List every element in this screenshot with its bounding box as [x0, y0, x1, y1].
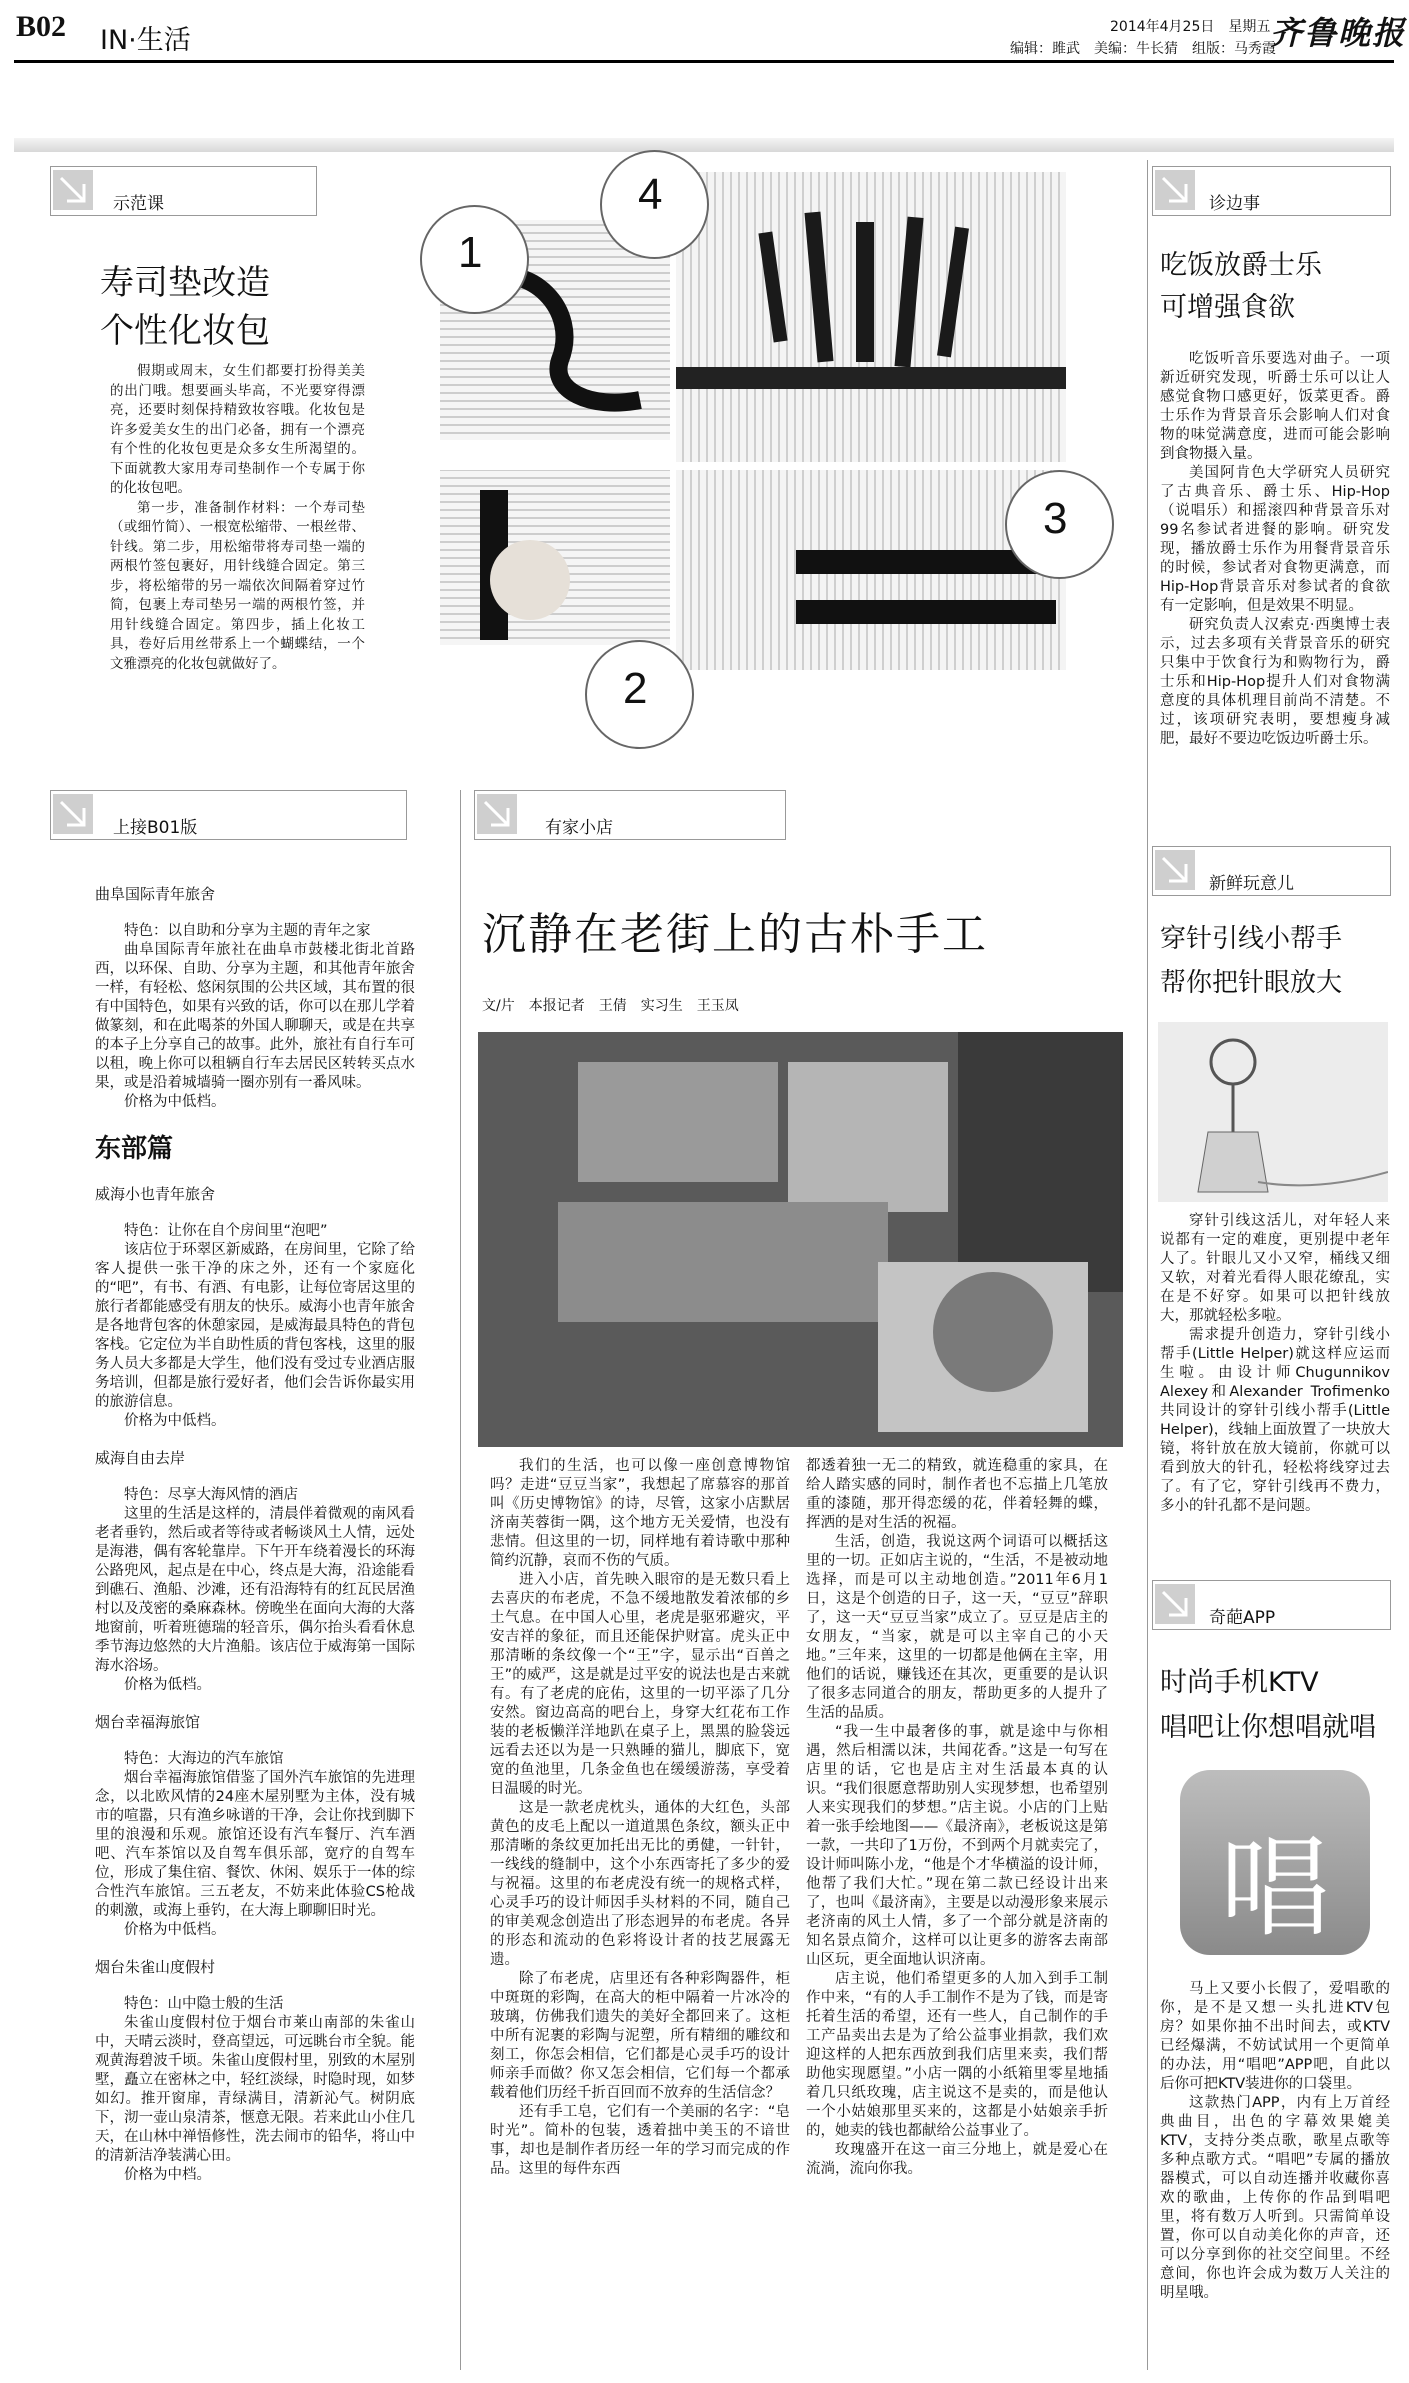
right-column-rule	[1147, 160, 1148, 2370]
entry	[95, 1449, 415, 1695]
paragraph: 除了布老虎，店里还有各种彩陶器件，柜中斑斑的彩陶，在高大的柜中隔着一片冰冷的玻璃，仿佛我们遗失的美好全都回来了。这柜中所有泥裹的彩陶与泥塑，所有精细的雕纹和刻工，你怎会相信，它们都是心灵手巧的设计师亲手而做？你又怎会相信，它们每一个都承载着他们历经千折百回而不放弃的生活信念？	[490, 1971, 790, 2101]
entry-price: 价格为中低档。	[124, 1413, 226, 1429]
side3-title-line1: 时尚手机KTV	[1160, 1667, 1319, 1698]
editors-line: 编辑：雎武 美编：牛长猜 组版：马秀霞	[1010, 41, 1276, 57]
photo-brushes-on-mat	[676, 172, 1066, 462]
entry	[95, 1185, 415, 1431]
side2-body	[1160, 1212, 1390, 1516]
entry-body: 朱雀山度假村位于烟台市莱山南部的朱雀山中，天晴云淡时，登高望远，可远眺台市全貌。能观黄海碧波千顷。朱雀山度假村里，别致的木屋别墅，矗立在密林之中，轻红淡绿，时隐时现，如梦如幻。推开窗扉，青绿满目，清新沁气。树阴底下，沏一壶山泉清茶，惬意无限。若来此山小住几天，在山林中禅悟修性，洗去闹市的铅华，将山中的清新洁净装满心田。	[95, 2015, 415, 2164]
entry-feature: 特色：尽享大海风情的酒店	[124, 1487, 298, 1503]
entry	[95, 885, 415, 1112]
paragraph: 我们的生活，也可以像一座创意博物馆吗？走进“豆豆当家”，我想起了席慕容的那首叫《历史博物馆》的诗，尽管，这家小店默居济南芙蓉街一隅，这个地方无关爱情，也没有悲情。但这里的一切，同样地有着诗歌中那种简约沉静，哀而不伤的气质。	[490, 1458, 790, 1569]
entry-price: 价格为中低档。	[124, 1094, 226, 1110]
paragraph: 吃饭听音乐要选对曲子。一项新近研究发现，听爵士乐可以让人感觉食物口感更好，饭菜更香。爵士乐作为背景音乐会影响人们对食物的味觉满意度，进而可能会影响到食物摄入量。	[1160, 351, 1390, 462]
entry-feature: 特色：山中隐士般的生活	[124, 1996, 284, 2012]
article-headline: 沉静在老街上的古朴手工	[482, 909, 988, 960]
entry-title: 曲阜国际青年旅舍	[95, 885, 216, 903]
paragraph: 店主说，他们希望更多的人加入到手工制作中来，“有的人手工制作不是为了钱，而是寄托着生活的希望，还有一些人，自己制作的手工产品卖出去是为了给公益事业捐款，我们欢迎这样的人把东西放到我们店里来卖，我们帮助他实现愿望。”小店一隅的小纸箱里零星地插着几只纸玫瑰，店主说这不是卖的，而是他认一个小姑娘那里买来的，这都是小姑娘亲手折的，她卖的钱也都献给公益事业了。	[806, 1971, 1108, 2139]
article-byline: 文/片 本报记者 王倩 实习生 王玉凤	[482, 998, 739, 1014]
section-header-shop	[474, 790, 786, 840]
masthead-shadow-band	[14, 138, 1394, 152]
paragraph: 第一步，准备制作材料：一个寿司垫（或细竹简）、一根宽松缩带、一根丝带、针线。第二步，用松缩带将寿司垫一端的两根竹签包裹好，用针线缝合固定。第三步，将松缩带的另一端依次间隔着穿过竹简，包裹上寿司垫另一端的两根竹签，并用针线缝合固定。第四步，插上化妆工具，卷好后用丝带系上一个蝴蝶结，一个文雅漂亮的化妆包就做好了。	[110, 499, 365, 672]
paragraph: “我一生中最奢侈的事，就是途中与你相遇，然后相濡以沫，共闻花香。”这是一句写在店里的话，它也是店主对生活最本真的认识。“我们很愿意帮助别人实现梦想，也希望别人来实现我们的梦想。”店主说。小店的门上贴着一张手绘地图——《最济南》，老板说这是第一款，一共印了1万份，不到两个月就卖完了，设计师叫陈小龙，“他是个才华横溢的设计师，他帮了我们大忙。”现在第二款已经设计出来了，也叫《最济南》，主要是以动漫形象来展示老济南的风土人情，多了一个部分就是济南的知名景点简介，这样可以让更多的游客去南部山区玩，更全面地认识济南。	[806, 1724, 1108, 1968]
paragraph: 生活，创造，我说这两个词语可以概括这里的一切。正如店主说的，“生活，不是被动地选择，而是可以主动地创造。”2011年6月1日，这是个创造的日子，这一天，“豆豆”辞职了，这一天“豆豆当家”成立了。豆豆是店主的女朋友，“当家，就是可以主宰自己的小天地。”三年来，这里的一切都是他俩在主宰，用他们的话说，赚钱还在其次，更重要的是认识了很多志同道合的朋友，帮助更多的人提升了生活的品质。	[806, 1534, 1108, 1721]
section-header-side1	[1152, 166, 1391, 216]
section-label: 示范课	[113, 194, 164, 214]
entry-body: 曲阜国际青年旅社在曲阜市鼓楼北街北首路西，以环保、自助、分享为主题，和其他青年旅舍一样，有轻松、悠闲氛围的公共区域，其布置的很有中国特色，如果有兴致的话，你可以在那儿学着做篆刻，和在此喝茶的外国人聊聊天，或是在共享的本子上分享自己的故事。此外，旅社有自行车可以租，晚上你可以租辆自行车去居民区转转买点水果，或是沿着城墙骑一圈亦别有一番风味。	[95, 942, 415, 1091]
demo-title-line1: 寿司垫改造	[100, 263, 270, 303]
photo-finished-mat	[676, 470, 1066, 670]
paragraph: 研究负责人汉索克·西奥博士表示，过去多项有关背景音乐的研究只集中于饮食行为和购物行为，爵士乐和Hip-Hop提升人们对食物满意度的具体机理目前尚不清楚。不过，该项研究表明，要想瘦身减肥，最好不要边吃饭边听爵士乐。	[1160, 617, 1390, 747]
section-title: IN·生活	[100, 25, 191, 56]
side2-title-line2: 帮你把针眼放大	[1160, 968, 1343, 998]
app-icon-glyph: 唱	[1220, 1824, 1330, 1952]
side1-title-line2: 可增强食欲	[1160, 292, 1295, 323]
entry	[95, 1713, 415, 1940]
side2-title-line1: 穿针引线小帮手	[1160, 924, 1343, 954]
paragraph: 都透着独一无二的精致，就连稳重的家具，在给人踏实感的同时，制作者也不忘描上几笔放重的漆随，那开得恋缓的花，伴着轻舞的蝶，挥洒的是对生活的祝福。	[806, 1458, 1108, 1531]
cont-entries	[95, 885, 415, 2185]
step-number-4: 4	[638, 170, 663, 219]
entry-price: 价格为中低档。	[124, 1922, 226, 1938]
paragraph: 这是一款老虎枕头，通体的大红色，头部黄色的皮毛上配以一道道黑色条纹，额头正中那清晰的条纹更加托出无比的勇健，一针针，一线线的缝制中，这个小东西寄托了多少的爱与祝福。这里的布老虎没有统一的规格式样，心灵手巧的设计师因手头材料的不同，随自己的审美观念创造出了形态迥异的布老虎。各异的形态和流动的色彩将设计者的技艺展露无遗。	[490, 1800, 790, 1968]
entry-title: 烟台幸福海旅馆	[95, 1713, 201, 1731]
entry-feature: 特色：大海边的汽车旅馆	[124, 1751, 284, 1767]
side3-body	[1160, 1980, 1390, 2303]
photo-needle-threader	[1158, 1022, 1388, 1202]
section-header-side2	[1152, 846, 1391, 896]
section-header-demo	[50, 166, 317, 216]
entry-feature: 特色：让你在自个房间里“泡吧”	[124, 1223, 328, 1239]
arrow-icon	[53, 794, 93, 834]
section-header-cont	[50, 790, 407, 840]
section-label: 奇葩APP	[1209, 1608, 1276, 1628]
paragraph: 美国阿肯色大学研究人员研究了古典音乐、爵士乐、Hip-Hop（说唱乐）和摇滚四种背景音乐对99名参试者进餐的影响。研究发现，播放爵士乐作为用餐背景音乐的时候，参试者对食物更满意，而Hip-Hop背景音乐对参试者的食欲有一定影响，但是效果不明显。	[1160, 465, 1390, 614]
entry-body: 烟台幸福海旅馆借鉴了国外汽车旅馆的先进理念，以北欧风情的24座木屋别墅为主体，没有城市的喧嚣，只有渔乡咏谱的干净，会让你找到脚下里的浪漫和乐观。旅馆还设有汽车餐厅、汽车酒吧、汽车茶馆以及自驾车俱乐部，宽疗的自驾车位，形成了集住宿、餐饮、休闲、娱乐于一体的综合性汽车旅馆。三五老友，不妨来此体验CS枪战的刺激，或海上垂钓，在大海上聊聊旧时光。	[95, 1770, 415, 1919]
entry-title: 威海自由去岸	[95, 1449, 186, 1467]
entry-title: 烟台朱雀山度假村	[95, 1958, 216, 1976]
app-icon	[1180, 1770, 1370, 1955]
newspaper-logo: 齐鲁晚报	[1270, 14, 1407, 52]
left-column-rule	[460, 790, 461, 2370]
article-col2	[806, 1457, 1108, 2179]
entry-price: 价格为低档。	[124, 1677, 211, 1693]
paragraph: 还有手工皂，它们有一个美丽的名字：“皂时光”。简朴的包装，透着拙中美玉的不谙世事，却也是制作者历经一年的学习而完成的作品。这里的每件东西	[490, 2104, 790, 2177]
entry-body: 这里的生活是这样的，清晨伴着微观的南风看老者垂钓，然后或者等待或者畅谈风土人情，远处是海港，偶有客轮靠岸。下午开车绕着漫长的环海公路兜风，起点是在中心，终点是大海，沿途能看到礁石、渔船、沙滩，还有沿海特有的红瓦民居渔村以及茂密的桑麻森林。傍晚坐在面向大海的大落地窗前，听着班德瑞的轻音乐，偶尔抬头看看休息季节海边悠然的大片渔船。该店位于威海第一国际海水浴场。	[95, 1506, 415, 1674]
paragraph: 穿针引线这活儿，对年轻人来说都有一定的难度，更别提中老年人了。针眼儿又小又窄，桶线又细又软，对着光看得人眼花缭乱，实在是不好穿。如果可以把针线放大，那就轻松多啦。	[1160, 1213, 1390, 1324]
side1-title-line1: 吃饭放爵士乐	[1160, 250, 1322, 281]
demo-title-line2: 个性化妆包	[100, 311, 270, 351]
east-title: 东部篇	[95, 1134, 174, 1164]
photo-sewing-band	[440, 470, 670, 645]
date-line: 2014年4月25日 星期五	[1110, 19, 1271, 35]
makeup-brushes-image	[676, 172, 1066, 462]
entry	[95, 1958, 415, 2185]
side3-title-line2: 唱吧让你想唱就唱	[1160, 1712, 1376, 1743]
section-label: 新鲜玩意儿	[1209, 874, 1294, 894]
demo-body	[110, 362, 365, 674]
page-code: B02	[16, 10, 67, 43]
paragraph: 玫瑰盛开在这一亩三分地上，就是爱心在流淌，流向你我。	[806, 2142, 1108, 2177]
entry-title: 威海小也青年旅舍	[95, 1185, 216, 1203]
step-number-3: 3	[1043, 494, 1068, 543]
arrow-icon	[1155, 170, 1195, 210]
arrow-icon	[1155, 1584, 1195, 1624]
entry-body: 该店位于环翠区新威路，在房间里，它除了给客人提供一张干净的床之外，还有一个家庭化的“吧”，有书、有酒、有电影，让每位寄居这里的旅行者都能感受有朋友的快乐。威海小也青年旅舍是各地背包客的休憩家园，是威海最具特色的背包客栈。它定位为半自助性质的背包客栈，这里的服务人员大多都是大学生，他们没有受过专业酒店服务培训，但都是旅行爱好者，他们会告诉你最实用的旅游信息。	[95, 1242, 415, 1410]
section-label: 上接B01版	[113, 818, 198, 838]
section-label: 有家小店	[545, 818, 613, 838]
arrow-icon	[53, 170, 93, 210]
arrow-icon	[477, 794, 517, 834]
paragraph: 假期或周末，女生们都要打扮得美美的出门哦。想要画头毕高，不光要穿得漂亮，还要时刻保持精致妆容哦。化妆包是许多爱美女生的出门必备，拥有一个漂亮有个性的化妆包更是众多女生所渴望的。下面就教大家用寿司垫制作一个专属于你的化妆包吧。	[110, 363, 365, 496]
arrow-icon	[1155, 850, 1195, 890]
photo-handicraft-shop	[478, 1032, 1123, 1447]
section-header-side3	[1152, 1580, 1391, 1630]
paragraph: 进入小店，首先映入眼帘的是无数只看上去喜庆的布老虎，不急不缓地散发着浓郁的乡土气息。在中国人心里，老虎是驱邪避灾，平安吉祥的象征，而且还能保护财富。虎头正中那清晰的条纹像一个“王”字，显示出“百兽之王”的威严，这是就是过平安的说法也是古来就有。有了老虎的庇佑，这里的一切平添了几分安然。窗边高高的吧台上，身穿大红花布工作装的老板懒洋洋地趴在桌子上，黑黑的脸袋远远看去还以为是一只熟睡的猫儿，脚底下，宽宽的鱼池里，几条金鱼也在缓缓游荡，享受着日温暖的时光。	[490, 1572, 790, 1797]
paragraph: 需求提升创造力，穿针引线小帮手(Little Helper)就这样应运而生啦。由设计师Chugunnikov Alexey和Alexander Trofimenko共同设计的穿针引线小帮手(Little Helper)，线轴上面放置了一块放大镜，将针放在放大镜前，你就可以看到放大的针孔，轻松将线穿过去了。有了它，穿针引线再不费力，多小的针孔都不是问题。	[1160, 1327, 1390, 1514]
paragraph: 这款热门APP，内有上万首经典曲目，出色的字幕效果媲美KTV，支持分类点歌，歌星点歌等多种点歌方式。“唱吧”专属的播放器模式，可以自动连播并收藏你喜欢的歌曲，上传你的作品到唱吧里，将有数万人听到。只需简单设置，你可以自动美化你的声音，还可以分享到你的社交空间里。不经意间，你也许会成为数万人关注的明星哦。	[1160, 2095, 1390, 2301]
article-col1	[490, 1457, 790, 2179]
masthead-rule	[14, 60, 1394, 63]
side1-body	[1160, 350, 1390, 749]
entry-price: 价格为中档。	[124, 2167, 211, 2183]
step-number-1: 1	[458, 228, 483, 277]
paragraph: 马上又要小长假了，爱唱歌的你，是不是又想一头扎进KTV包房？如果你抽不出时间去，或KTV已经爆满，不妨试试用一个更简单的办法，用“唱吧”APP吧，自此以后你可把KTV装进你的口袋里。	[1160, 1981, 1390, 2092]
section-label: 诊边事	[1209, 194, 1260, 214]
step-number-2: 2	[623, 664, 648, 713]
entry-feature: 特色：以自助和分享为主题的青年之家	[124, 923, 371, 939]
